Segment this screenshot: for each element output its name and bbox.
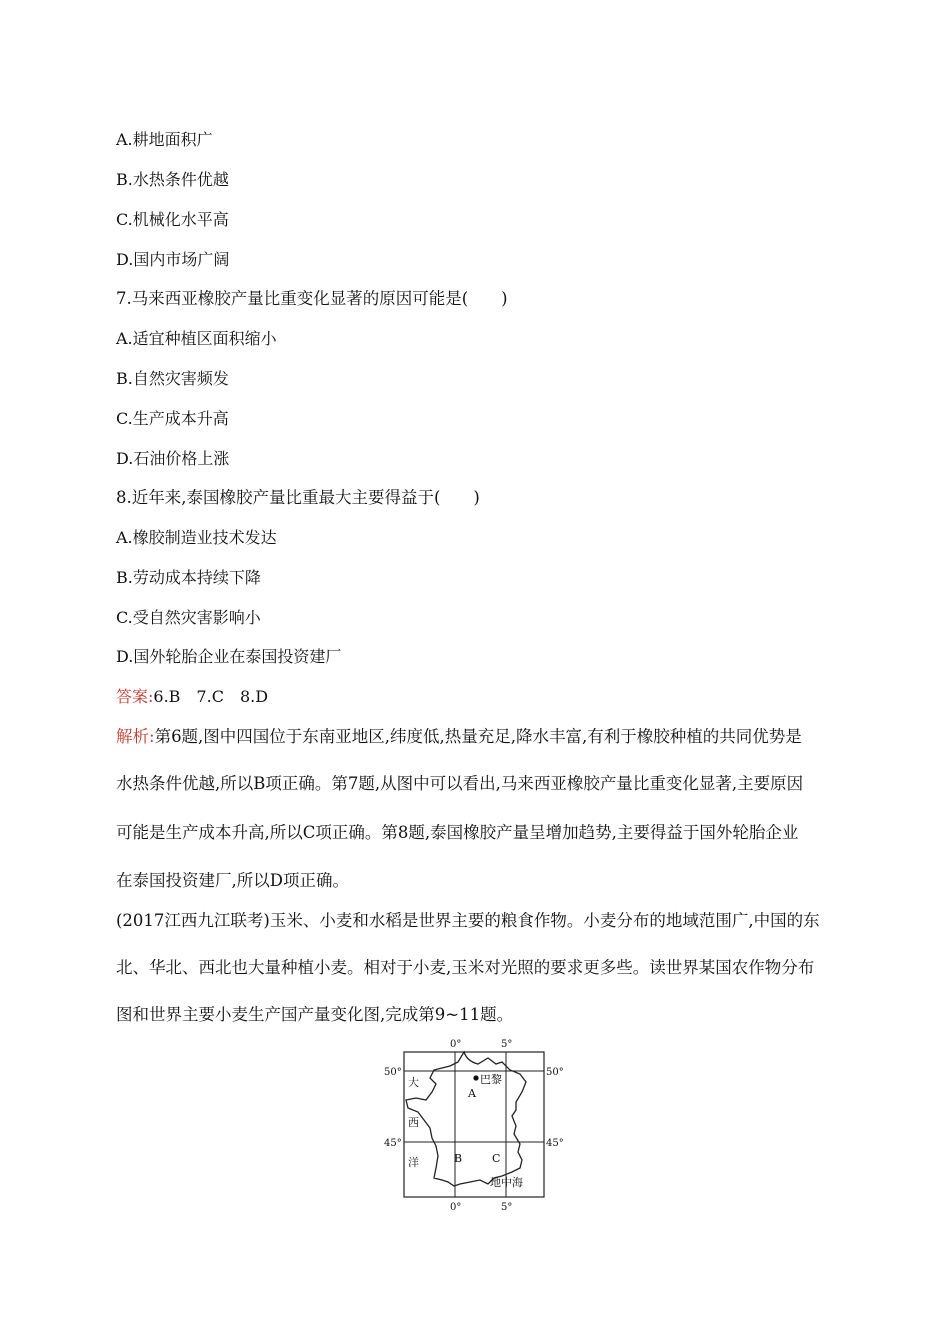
point-b-label: B bbox=[454, 1152, 463, 1165]
q8-option-a: A.橡胶制造业技术发达 bbox=[116, 528, 277, 547]
answer-text: 6.B 7.C 8.D bbox=[153, 687, 269, 706]
point-c-label: C bbox=[492, 1152, 501, 1165]
q7-option-a: A.适宜种植区面积缩小 bbox=[116, 329, 277, 348]
city-label: 巴黎 bbox=[480, 1073, 502, 1086]
sea-label: 地中海 bbox=[490, 1176, 523, 1189]
q7-option-d: D.石油价格上涨 bbox=[116, 449, 230, 468]
paris-dot bbox=[473, 1075, 478, 1080]
point-a-label: A bbox=[468, 1087, 476, 1100]
q6-option-a: A.耕地面积广 bbox=[116, 130, 213, 149]
q7-stem: 7.马来西亚橡胶产量比重变化显著的原因可能是( ) bbox=[116, 289, 508, 308]
lat-right-50: 50° bbox=[546, 1067, 564, 1078]
lat-left-45: 45° bbox=[384, 1138, 402, 1149]
q8-option-b: B.劳动成本持续下降 bbox=[116, 568, 261, 587]
answer-label: 答案: bbox=[116, 687, 154, 706]
analysis-line-1 bbox=[116, 727, 836, 747]
q8-stem: 8.近年来,泰国橡胶产量比重最大主要得益于( ) bbox=[116, 488, 480, 507]
q6-option-c: C.机械化水平高 bbox=[116, 210, 229, 229]
intro-line-1: (2017江西九江联考)玉米、小麦和水稻是世界主要的粮食作物。小麦分布的地域范围广,中国的东 bbox=[116, 911, 820, 930]
answer-line bbox=[116, 687, 268, 707]
lat-left-50: 50° bbox=[384, 1067, 402, 1078]
lon-top-5: 5° bbox=[501, 1039, 513, 1050]
lon-bottom-5: 5° bbox=[501, 1202, 513, 1213]
q7-option-c: C.生产成本升高 bbox=[116, 409, 229, 428]
q8-option-c: C.受自然灾害影响小 bbox=[116, 608, 261, 627]
lat-right-45: 45° bbox=[546, 1138, 564, 1149]
analysis-label: 解析: bbox=[116, 727, 155, 746]
lon-bottom-0: 0° bbox=[450, 1202, 462, 1213]
analysis-line-4: 在泰国投资建厂,所以D项正确。 bbox=[116, 871, 349, 890]
analysis-text-1: 第6题,图中四国位于东南亚地区,纬度低,热量充足,降水丰富,有利于橡胶种植的共同优势是 bbox=[154, 727, 802, 746]
ocean-char-3: 洋 bbox=[408, 1156, 419, 1169]
intro-line-3: 图和世界主要小麦生产国产量变化图,完成第9~11题。 bbox=[116, 1005, 514, 1024]
map-frame bbox=[404, 1052, 544, 1197]
analysis-line-3: 可能是生产成本升高,所以C项正确。第8题,泰国橡胶产量呈增加趋势,主要得益于国外轮胎企业 bbox=[116, 823, 799, 842]
lon-top-0: 0° bbox=[450, 1039, 462, 1050]
q7-option-b: B.自然灾害频发 bbox=[116, 369, 229, 388]
analysis-line-2: 水热条件优越,所以B项正确。第7题,从图中可以看出,马来西亚橡胶产量比重变化显著,主要原因 bbox=[116, 774, 804, 793]
france-map bbox=[380, 1036, 570, 1216]
ocean-char-1: 大 bbox=[408, 1076, 419, 1089]
q8-option-d: D.国外轮胎企业在泰国投资建厂 bbox=[116, 647, 342, 666]
country-outline bbox=[406, 1052, 526, 1186]
q6-option-d: D.国内市场广阔 bbox=[116, 250, 230, 269]
intro-line-2: 北、华北、西北也大量种植小麦。相对于小麦,玉米对光照的要求更多些。读世界某国农作物分布 bbox=[116, 958, 815, 977]
ocean-char-2: 西 bbox=[408, 1116, 419, 1129]
q6-option-b: B.水热条件优越 bbox=[116, 170, 229, 189]
